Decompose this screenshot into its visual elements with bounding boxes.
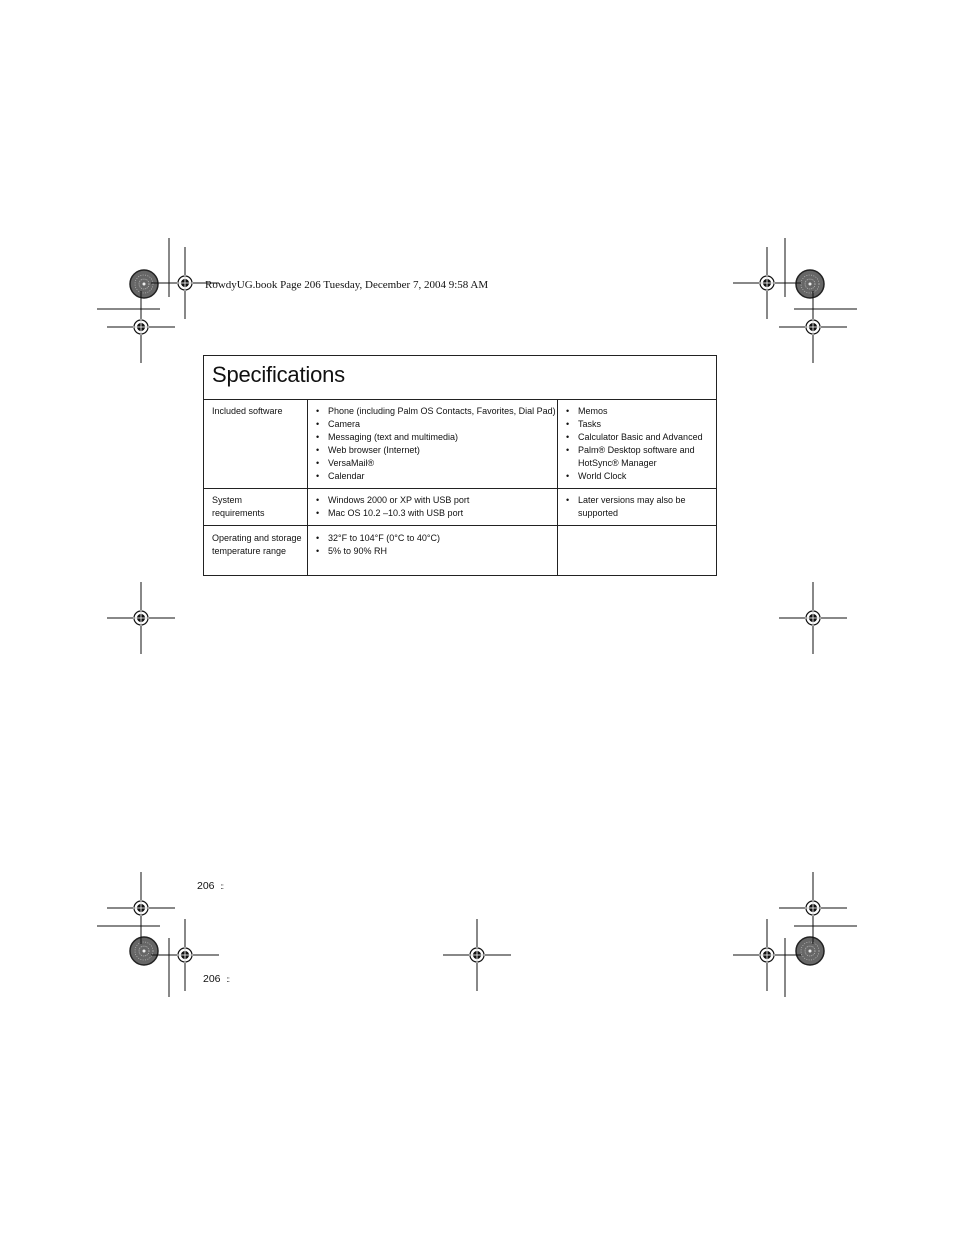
book-header: RowdyUG.book Page 206 Tuesday, December 7, 2004 9:58 AM [205, 279, 489, 291]
list-item: • Tasks [566, 418, 706, 431]
folio-separator: :: [220, 882, 223, 891]
crosshair-mark [733, 247, 801, 319]
column-divider [557, 400, 558, 576]
page-title: Specifications [212, 362, 345, 387]
crosshair-mark [733, 919, 801, 991]
starburst-mark-top-left [130, 270, 158, 298]
crosshair-mark [443, 919, 511, 991]
page-number-value: 206 [203, 973, 221, 985]
list-item: • 32°F to 104°F (0°C to 40°C) [316, 532, 556, 545]
list-item: • Calendar [316, 470, 556, 483]
included-software-list-2 [566, 405, 706, 483]
crosshair-mark [107, 291, 175, 363]
row-label-included-software: Included software [212, 406, 283, 416]
list-item: • Memos [566, 405, 706, 418]
list-item: • Later versions may also be supported [566, 494, 696, 520]
page-number [197, 880, 223, 892]
specifications-table [203, 355, 717, 576]
row-label-temperature-range: Operating and storage temperature range [212, 533, 302, 556]
system-requirements-list-1 [316, 494, 556, 520]
column-divider [307, 400, 308, 576]
starburst-mark-bottom-left [130, 937, 158, 965]
list-item: • Palm® Desktop software and HotSync® Manager [566, 444, 706, 470]
list-item: • Calculator Basic and Advanced [566, 431, 706, 444]
temperature-range-list [316, 532, 556, 558]
table-divider [204, 399, 716, 400]
list-item: • Camera [316, 418, 556, 431]
page-number-value: 206 [197, 880, 215, 892]
crosshair-mark [107, 582, 175, 654]
table-divider [204, 488, 716, 489]
list-item: • Windows 2000 or XP with USB port [316, 494, 556, 507]
table-divider [204, 525, 716, 526]
system-requirements-list-2 [566, 494, 696, 520]
page-number-bottom [203, 973, 229, 985]
crosshair-mark [779, 872, 847, 944]
list-item: • Messaging (text and multimedia) [316, 431, 556, 444]
starburst-mark-bottom-right [796, 937, 824, 965]
starburst-mark-top-right [796, 270, 824, 298]
crosshair-mark [779, 291, 847, 363]
crosshair-mark [107, 872, 175, 944]
crosshair-mark [779, 582, 847, 654]
included-software-list-1 [316, 405, 556, 483]
list-item: • Web browser (Internet) [316, 444, 556, 457]
list-item: • Mac OS 10.2 –10.3 with USB port [316, 507, 556, 520]
folio-separator: :: [226, 975, 229, 984]
list-item: • World Clock [566, 470, 706, 483]
list-item: • 5% to 90% RH [316, 545, 556, 558]
list-item: • Phone (including Palm OS Contacts, Favorites, Dial Pad) [316, 405, 556, 418]
list-item: • VersaMail® [316, 457, 556, 470]
row-label-system-requirements: System requirements [212, 495, 265, 518]
